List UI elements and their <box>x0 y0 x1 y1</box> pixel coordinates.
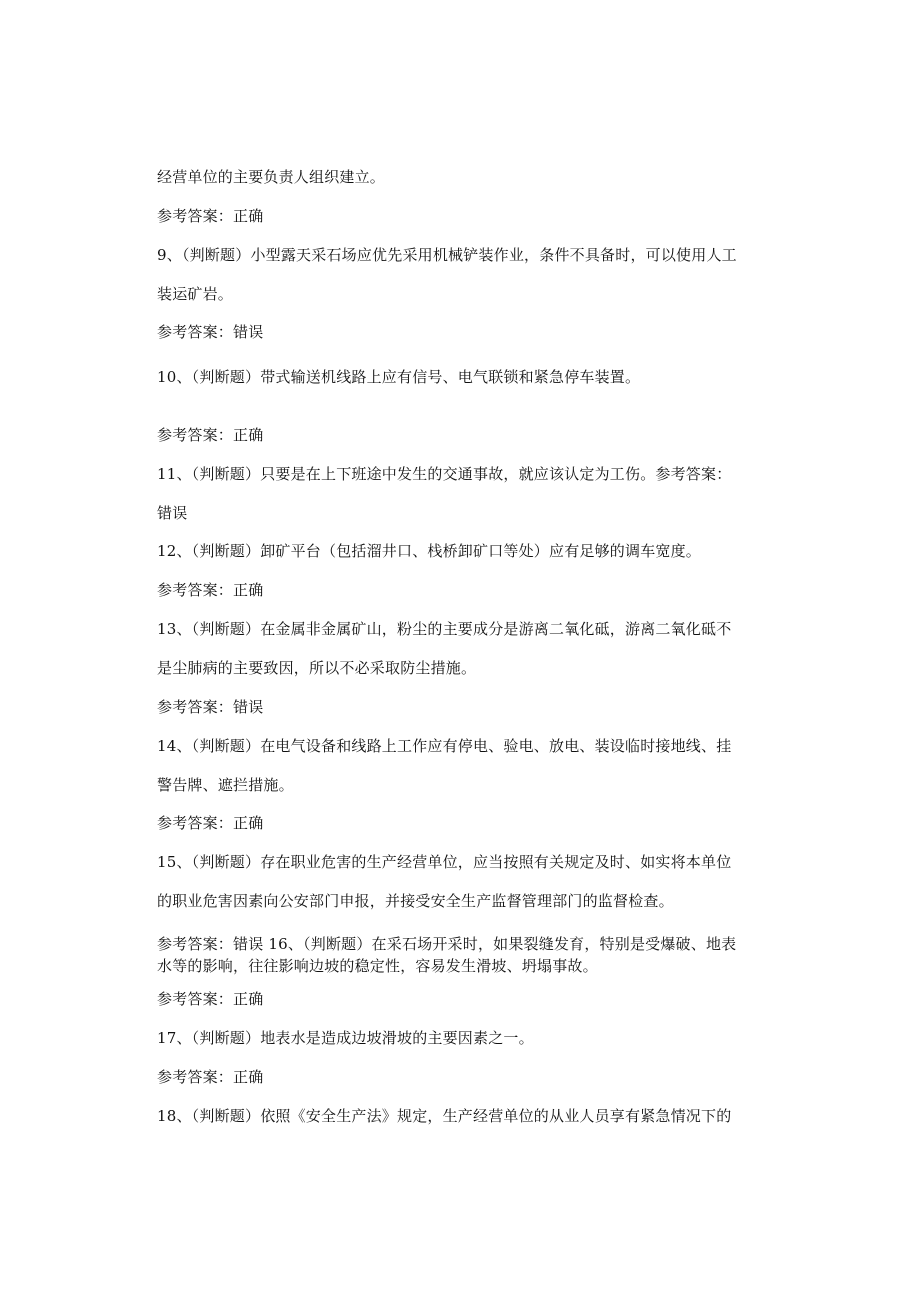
text-line: 的职业危害因素向公安部门申报，并接受安全生产监督管理部门的监督检查。 <box>157 892 674 910</box>
answer-line: 参考答案：错误 <box>157 698 264 716</box>
question-line: 17、（判断题）地表水是造成边坡滑坡的主要因素之一。 <box>157 1029 534 1047</box>
answer-line: 参考答案：正确 <box>157 1068 264 1086</box>
text-line: 是尘肺病的主要致因，所以不必采取防尘措施。 <box>157 659 477 677</box>
question-line: 10、（判断题）带式输送机线路上应有信号、电气联锁和紧急停车装置。 <box>157 368 641 386</box>
answer-line: 参考答案：正确 <box>157 814 264 832</box>
question-line: 18、（判断题）依照《安全生产法》规定，生产经营单位的从业人员享有紧急情况下的 <box>157 1107 732 1125</box>
question-line: 13、（判断题）在金属非金属矿山，粉尘的主要成分是游离二氧化砥，游离二氧化砥不 <box>157 620 732 638</box>
question-line: 15、（判断题）存在职业危害的生产经营单位，应当按照有关规定及时、如实将本单位 <box>157 853 732 871</box>
answer-line: 参考答案：正确 <box>157 581 264 599</box>
question-line: 12、（判断题）卸矿平台（包括溜井口、栈桥卸矿口等处）应有足够的调车宽度。 <box>157 542 701 560</box>
question-line: 9、（判断题）小型露天采石场应优先采用机械铲装作业，条件不具备时，可以使用人工 <box>157 246 737 264</box>
text-line: 经营单位的主要负责人组织建立。 <box>157 168 386 186</box>
text-line: 警告牌、遮拦措施。 <box>157 776 294 794</box>
question-line: 14、（判断题）在电气设备和线路上工作应有停电、验电、放电、装设临时接地线、挂 <box>157 737 732 755</box>
answer-line: 参考答案：正确 <box>157 426 264 444</box>
answer-line: 参考答案：错误 16、（判断题）在采石场开采时，如果裂缝发育，特别是受爆破、地表 <box>157 935 737 953</box>
text-line: 错误 <box>157 504 188 522</box>
text-line: 装运矿岩。 <box>157 285 234 303</box>
answer-line: 参考答案：正确 <box>157 990 264 1008</box>
answer-line: 参考答案：正确 <box>157 207 264 225</box>
question-line: 11、（判断题）只要是在上下班途中发生的交通事故，就应该认定为工伤。参考答案： <box>157 465 732 483</box>
answer-line: 参考答案：错误 <box>157 323 264 341</box>
text-line: 水等的影响，往往影响边坡的稳定性，容易发生滑坡、坍塌事故。 <box>157 957 598 975</box>
